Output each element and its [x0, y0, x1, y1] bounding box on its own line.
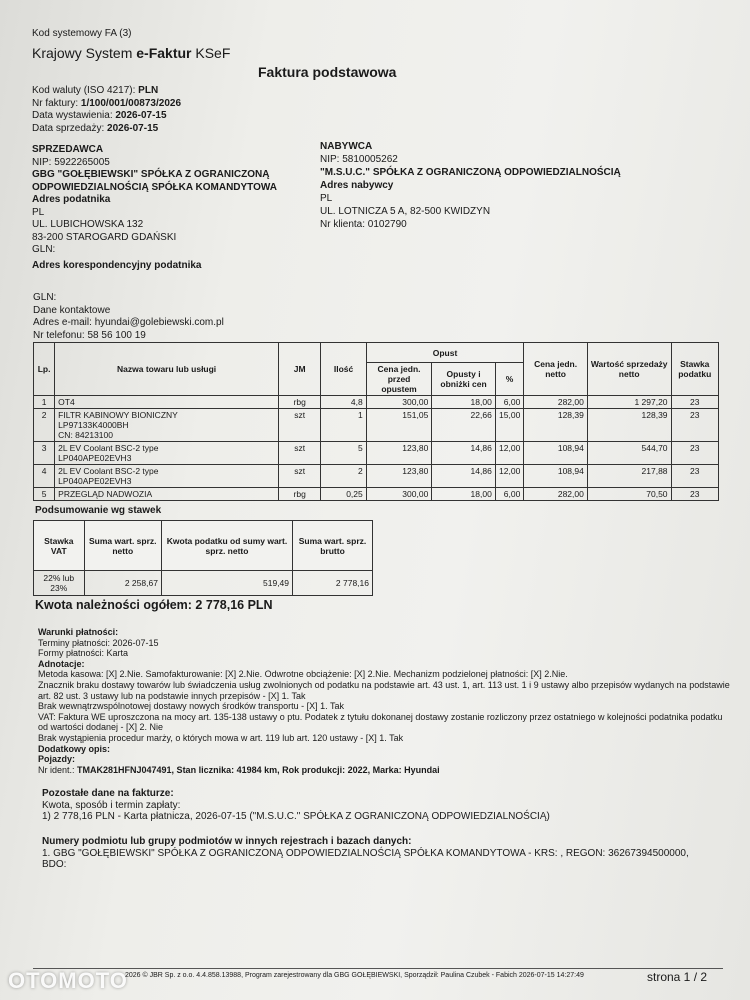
- vehicle-line: Nr ident.: TMAK281HFNJ047491, Stan licznika: 41984 km, Rok produkcji: 2022, Marka: Hyundai: [38, 764, 440, 775]
- item-name-line: OT4: [58, 397, 75, 407]
- cell-net-value: 70,50: [587, 488, 671, 501]
- col-discount-group: Opust: [366, 343, 524, 363]
- cell-net-value: 1 297,20: [587, 396, 671, 409]
- cell-qty: 0,25: [321, 488, 366, 501]
- col-lp: Lp.: [34, 343, 55, 396]
- page-number: strona 1 / 2: [647, 970, 708, 984]
- cell-price-before: 123,80: [366, 465, 432, 488]
- cell-discount: 18,00: [432, 488, 496, 501]
- cell-lp: 3: [34, 442, 55, 465]
- cell-net-value: 217,88: [587, 465, 671, 488]
- table-row: [34, 465, 719, 488]
- item-name-line: LP97133K4000BH: [58, 420, 129, 430]
- invoice-meta: [32, 85, 181, 135]
- cell-unit: szt: [279, 409, 321, 442]
- vat-col-net: Suma wart. sprz. netto: [84, 521, 161, 571]
- other-data-block: Pozostałe dane na fakturze: Kwota, sposób i termin zapłaty: 1) 2 778,16 PLN - Karta płatnicza, 2026-07-15 ("M.S.U.C." SPÓŁKA Z OGRANICZONĄ ODPOWIEDZIALNOŚCIĄ): [42, 788, 550, 822]
- footer-generator: 2026 © JBR Sp. z o.o. 4.4.858.13988, Program zarejestrowany dla GBG GOŁĘBIEWSKI, Sporządził: Paulina Czubek - Fabich 2026-07-15 14:27:49: [125, 972, 584, 979]
- col-net-price: Cena jedn. netto: [524, 343, 588, 396]
- annotation-line: Brak wewnątrzwspólnotowej dostawy nowych środków transportu - [X] 1. Tak: [38, 701, 344, 712]
- cell-net-value: 128,39: [587, 409, 671, 442]
- cell-percent: 15,00: [495, 409, 524, 442]
- table-row: [34, 409, 719, 442]
- table-row: [34, 488, 719, 501]
- vat-col-rate: Stawka VAT: [34, 521, 85, 571]
- col-percent: %: [495, 363, 524, 396]
- cell-lp: 2: [34, 409, 55, 442]
- footer-divider: [33, 968, 723, 969]
- cell-vat: 23: [671, 488, 718, 501]
- cell-vat: 23: [671, 465, 718, 488]
- vat-summary-title: Podsumowanie wg stawek: [35, 505, 162, 516]
- col-discounts: Opusty i obniżki cen: [432, 363, 496, 396]
- currency-line: Kod waluty (ISO 4217): PLN: [32, 85, 159, 96]
- item-name-line: PRZEGLĄD NADWOZIA: [58, 489, 153, 499]
- annotation-line: Znacznik braku dostawy towarów lub świadczenia usług zwolnionych od podatku na podstawie art. 43 ust. 1, art. 113 ust. 1 i 9 ustawy albo przepisów wydanych na podstawie: [38, 679, 730, 690]
- cell-lp: 1: [34, 396, 55, 409]
- col-unit: JM: [279, 343, 321, 396]
- cell-price-before: 300,00: [366, 396, 432, 409]
- cell-net-price: 282,00: [524, 488, 588, 501]
- col-price-before: Cena jedn. przed opustem: [366, 363, 432, 396]
- cell-name: [55, 465, 279, 488]
- cell-unit: szt: [279, 465, 321, 488]
- cell-unit: rbg: [279, 396, 321, 409]
- payment-block: Warunki płatności: Terminy płatności: 2026-07-15 Formy płatności: Karta Adnotacje: Metoda kasowa: [X] 2.Nie. Samofakturowanie: [X] 2.Nie. Odwrotne obciążenie: [X] 2.Nie. Mechanizm podzielonej płatności: [X] 2.Nie. Znacznik braku dostawy towarów lub świadczenia usług zwolnionych od podatku na podstawie art. 43 ust. 1, art. 113 ust. 1 i 9 ustawy albo przepisów wydanych na podstawie art. 82 ust. 3 ustawy lub na podstawie innych przepisów - [X] 1. Tak Brak wewnątrzwspólnotowej dostawy nowych środków transportu - [X] 1. Tak VAT: Faktura WE uproszczona na mocy art. 135-138 ustawy o ptu. Podatek z tytułu dokonanej dostawy zostanie rozliczony przez ostatniego w kolejności podatnika podatku od wartości dodanej - [X] 2. Nie Brak wystąpienia procedur marży, o których mowa w art. 119 lub art. 120 ustawy - [X] 1. Tak Dodatkowy opis: Pojazdy: Nr ident.: TMAK281HFNJ047491, Stan licznika: 41984 km, Rok produkcji: 2022, Marka: Hyundai: [38, 627, 730, 775]
- registries-block: Numery podmiotu lub grupy podmiotów w innych rejestrach i bazach danych: 1. GBG "GOŁĘBIEWSKI" SPÓŁKA Z OGRANICZONĄ ODPOWIEDZIALNOŚCIĄ SPÓŁKA KOMANDYTOWA - KRS: , REGON: 36267394500000, BDO:: [42, 836, 689, 870]
- cell-percent: 6,00: [495, 488, 524, 501]
- item-name-line: 2L EV Coolant BSC-2 type: [58, 443, 159, 453]
- cell-name: [55, 442, 279, 465]
- contact-block: GLN: Dane kontaktowe Adres e-mail: hyundai@golebiewski.com.pl Nr telefonu: 58 56 100 19: [33, 292, 224, 341]
- buyer-block: NABYWCA NIP: 5810005262 "M.S.U.C." SPÓŁKA Z OGRANICZONĄ ODPOWIEDZIALNOŚCIĄ Adres nabywcy PL UL. LOTNICZA 5 A, 82-500 KWIDZYN Nr klienta: 0102790: [320, 141, 621, 230]
- items-table: [33, 342, 719, 501]
- annotation-line: art. 82 ust. 3 ustawy lub na podstawie innych przepisów - [X] 1. Tak: [38, 690, 306, 701]
- cell-net-value: 544,70: [587, 442, 671, 465]
- cell-net-price: 282,00: [524, 396, 588, 409]
- col-qty: Ilość: [321, 343, 366, 396]
- annotation-line: od wartości dodanej - [X] 2. Nie: [38, 722, 164, 733]
- invoice-number-line: Nr faktury: 1/100/001/00873/2026: [32, 97, 182, 109]
- vat-summary-table: [33, 520, 373, 596]
- cell-discount: 14,86: [432, 442, 496, 465]
- cell-price-before: 123,80: [366, 442, 432, 465]
- cell-name: [55, 396, 279, 409]
- item-name-line: CN: 84213100: [58, 430, 113, 440]
- cell-discount: 14,86: [432, 465, 496, 488]
- cell-net-price: 108,94: [524, 442, 588, 465]
- cell-unit: rbg: [279, 488, 321, 501]
- cell-qty: 2: [321, 465, 366, 488]
- cell-net-price: 108,94: [524, 465, 588, 488]
- cell-qty: 5: [321, 442, 366, 465]
- cell-price-before: 300,00: [366, 488, 432, 501]
- cell-percent: 12,00: [495, 465, 524, 488]
- table-row: [34, 396, 719, 409]
- cell-name: [55, 409, 279, 442]
- sale-date-line: Data sprzedaży: 2026-07-15: [32, 122, 159, 134]
- system-name: Krajowy System e-Faktur KSeF: [32, 45, 231, 61]
- vat-col-tax: Kwota podatku od sumy wart. sprz. netto: [161, 521, 292, 571]
- cell-vat: 23: [671, 409, 718, 442]
- annotation-line: Metoda kasowa: [X] 2.Nie. Samofakturowanie: [X] 2.Nie. Odwrotne obciążenie: [X] 2.Nie. Mechanizm podzielonej płatności: [X] 2.Nie.: [38, 669, 568, 680]
- cell-name: [55, 488, 279, 501]
- total-due: Kwota należności ogółem: 2 778,16 PLN: [35, 598, 273, 612]
- cell-net-price: 128,39: [524, 409, 588, 442]
- annotation-line: VAT: Faktura WE uproszczona na mocy art. 135-138 ustawy o ptu. Podatek z tytułu dokonanej dostawy zostanie rozliczony przez ostatniego w kolejności podatnika podatku: [38, 711, 723, 722]
- item-name-line: LP040APE02EVH3: [58, 476, 132, 486]
- cell-percent: 12,00: [495, 442, 524, 465]
- cell-qty: 4,8: [321, 396, 366, 409]
- cell-percent: 6,00: [495, 396, 524, 409]
- otomoto-watermark: OTOMOTO: [8, 968, 128, 993]
- item-name-line: 2L EV Coolant BSC-2 type: [58, 466, 159, 476]
- seller-block: SPRZEDAWCA NIP: 5922265005 GBG "GOŁĘBIEWSKI" SPÓŁKA Z OGRANICZONĄ ODPOWIEDZIALNOŚCIĄ SPÓŁKA KOMANDYTOWA Adres podatnika PL UL. LUBICHOWSKA 132 83-200 STAROGARD GDAŃSKI GLN: Adres korespondencyjny podatnika: [32, 144, 277, 271]
- item-name-line: LP040APE02EVH3: [58, 453, 132, 463]
- vat-rate-value: 22% lub 23%: [34, 571, 85, 596]
- col-name: Nazwa towaru lub usługi: [55, 343, 279, 396]
- cell-discount: 22,66: [432, 409, 496, 442]
- contact-email: Adres e-mail: hyundai@golebiewski.com.pl: [33, 317, 224, 328]
- cell-vat: 23: [671, 396, 718, 409]
- vat-gross-value: 2 778,16: [293, 571, 373, 596]
- vat-col-gross: Suma wart. sprz. brutto: [293, 521, 373, 571]
- table-row: [34, 442, 719, 465]
- item-name-line: FILTR KABINOWY BIONICZNY: [58, 410, 178, 420]
- form-code: Kod systemowy FA (3): [32, 28, 132, 39]
- annotation-line: Brak wystąpienia procedur marży, o których mowa w art. 119 lub art. 120 ustawy - [X] 1. Tak: [38, 732, 404, 743]
- col-vat-rate: Stawka podatku: [671, 343, 718, 396]
- cell-vat: 23: [671, 442, 718, 465]
- col-net-value: Wartość sprzedaży netto: [587, 343, 671, 396]
- cell-lp: 4: [34, 465, 55, 488]
- cell-lp: 5: [34, 488, 55, 501]
- cell-price-before: 151,05: [366, 409, 432, 442]
- contact-phone: Nr telefonu: 58 56 100 19: [33, 329, 146, 341]
- cell-discount: 18,00: [432, 396, 496, 409]
- page-title: Faktura podstawowa: [258, 64, 397, 80]
- cell-unit: szt: [279, 442, 321, 465]
- issue-date-line: Data wystawienia: 2026-07-15: [32, 110, 167, 121]
- annotations-list: [38, 669, 730, 743]
- vat-tax-value: 519,49: [161, 571, 292, 596]
- vat-net-value: 2 258,67: [84, 571, 161, 596]
- cell-qty: 1: [321, 409, 366, 442]
